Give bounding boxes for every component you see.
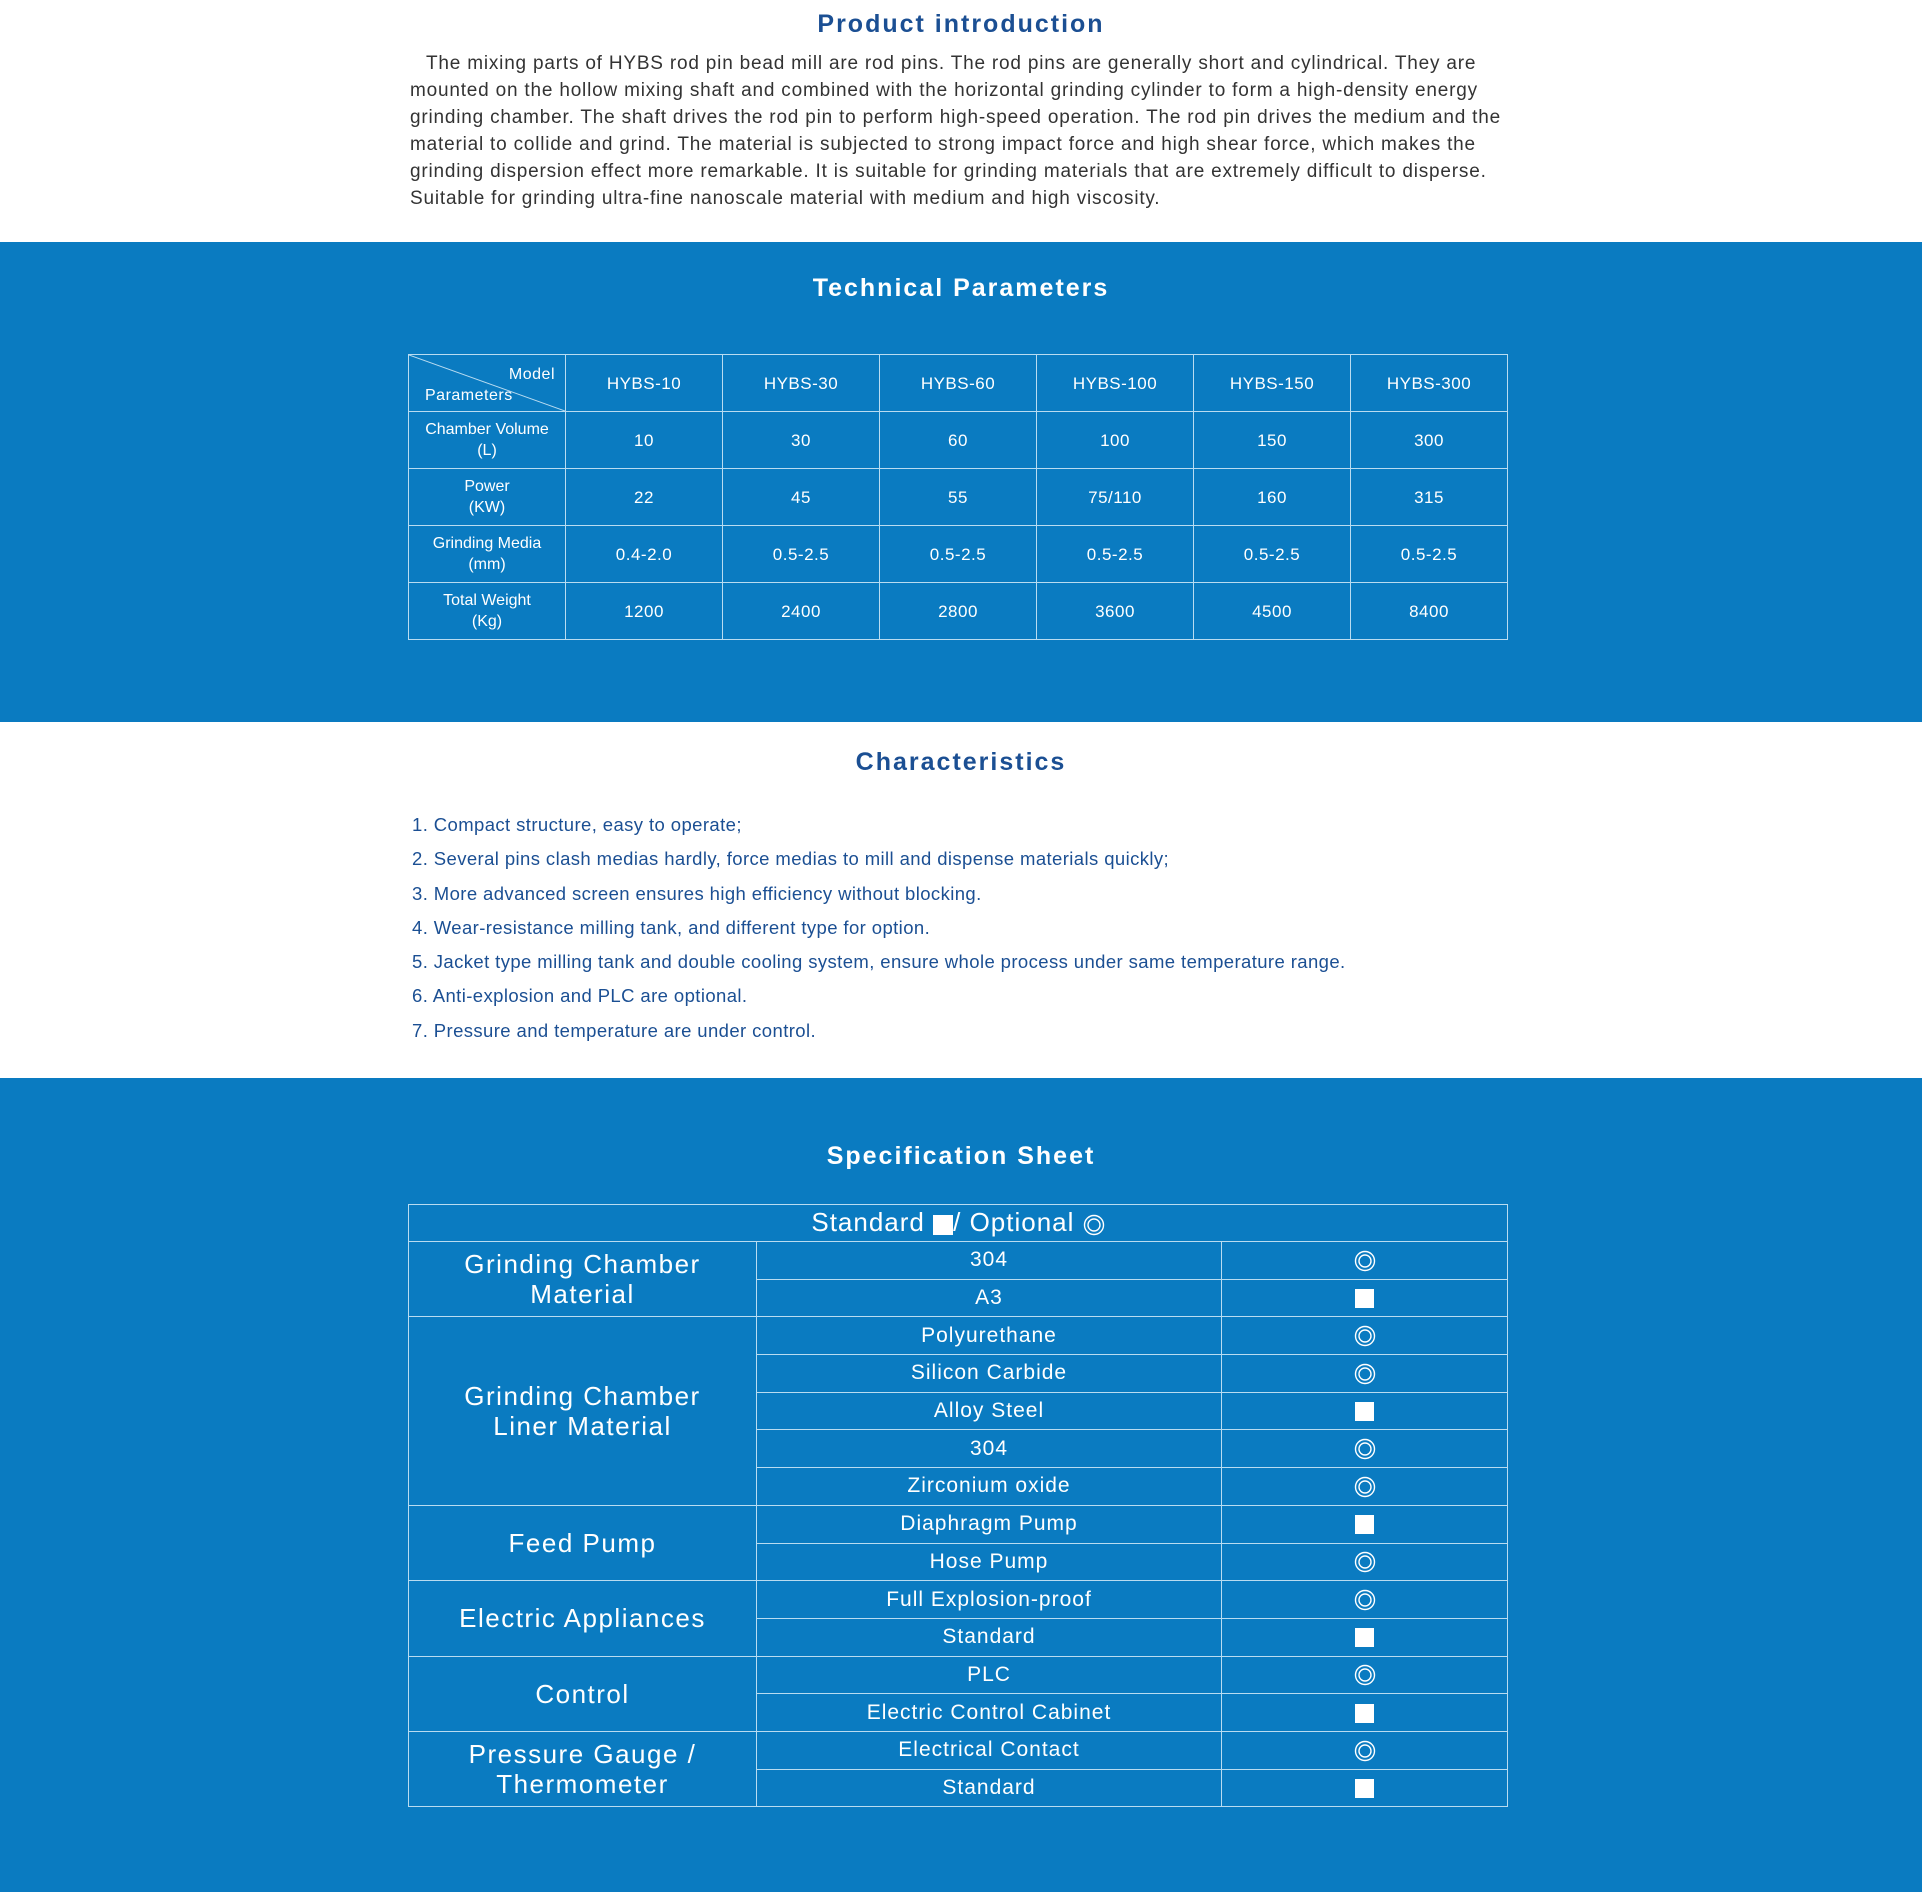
category-name: Pressure Gauge /	[468, 1739, 697, 1770]
category-name: Grinding Chamber	[464, 1381, 701, 1412]
product-introduction-section	[0, 0, 1922, 242]
model-header: HYBS-10	[566, 355, 723, 412]
option-marker-cell	[1222, 1317, 1508, 1355]
option-marker-cell	[1222, 1656, 1508, 1694]
corner-cell	[409, 355, 566, 412]
model-header: HYBS-60	[880, 355, 1037, 412]
table-cell: 75/110	[1037, 469, 1194, 526]
option-label: Silicon Carbide	[757, 1355, 1222, 1393]
table-cell: 10	[566, 412, 723, 469]
table-row	[409, 526, 1508, 583]
table-cell: 2400	[723, 583, 880, 640]
optional-circle-icon	[1354, 1664, 1376, 1686]
table-cell: 160	[1194, 469, 1351, 526]
characteristics-section	[0, 722, 1922, 1078]
category-name: Liner Material	[493, 1411, 672, 1442]
table-cell: 100	[1037, 412, 1194, 469]
option-marker-cell	[1222, 1392, 1508, 1430]
table-row	[409, 1581, 1508, 1619]
technical-parameters-title: Technical Parameters	[812, 274, 1110, 302]
table-cell: 0.5-2.5	[1194, 526, 1351, 583]
option-marker-cell	[1222, 1694, 1508, 1732]
list-item: 7. Pressure and temperature are under control.	[412, 1019, 817, 1041]
legend-optional-label: / Optional	[953, 1207, 1075, 1238]
table-cell: 2800	[880, 583, 1037, 640]
model-header: HYBS-100	[1037, 355, 1194, 412]
optional-circle-icon	[1354, 1551, 1376, 1573]
category-cell	[409, 1731, 757, 1806]
technical-parameters-section	[0, 242, 1922, 722]
table-cell: 22	[566, 469, 723, 526]
option-label: Standard	[757, 1769, 1222, 1807]
standard-square-icon	[933, 1215, 953, 1235]
characteristics-title: Characteristics	[855, 748, 1067, 776]
table-cell: 150	[1194, 412, 1351, 469]
optional-circle-icon	[1354, 1740, 1376, 1762]
option-marker-cell	[1222, 1731, 1508, 1769]
option-marker-cell	[1222, 1430, 1508, 1468]
legend-row	[409, 1205, 1508, 1242]
table-cell: 3600	[1037, 583, 1194, 640]
row-label: Total Weight (Kg)	[409, 583, 566, 640]
row-label: Power (KW)	[409, 469, 566, 526]
option-label: PLC	[757, 1656, 1222, 1694]
standard-square-icon	[1355, 1289, 1374, 1308]
list-item: 4. Wear-resistance milling tank, and different type for option.	[412, 916, 931, 938]
option-label: Hose Pump	[757, 1543, 1222, 1581]
specification-sheet-title: Specification Sheet	[826, 1142, 1096, 1170]
table-cell: 0.5-2.5	[723, 526, 880, 583]
corner-parameters-label: Parameters	[425, 387, 513, 404]
standard-square-icon	[1355, 1628, 1374, 1647]
product-introduction-text: The mixing parts of HYBS rod pin bead mill are rod pins. The rod pins are generally short and cylindrical. They are mounted on the hollow mixing shaft and combined with the horizontal grinding cylinder to form a high-density energy grinding chamber. The shaft drives the rod pin to perform high-speed operation. The rod pin drives the medium and the material to collide and grind. The material is subjected to strong impact force and high shear force, which makes the grinding dispersion effect more remarkable. It is suitable for grinding materials that are extremely difficult to disperse. Suitable for grinding ultra-fine nanoscale material with medium and high viscosity.	[410, 53, 1501, 209]
model-header: HYBS-300	[1351, 355, 1508, 412]
table-row	[409, 469, 1508, 526]
specification-sheet-section	[0, 1078, 1922, 1892]
table-row	[409, 1505, 1508, 1543]
category-cell	[409, 1656, 757, 1731]
corner-model-label: Model	[508, 366, 555, 383]
option-marker-cell	[1222, 1468, 1508, 1506]
legend-standard-label: Standard	[811, 1207, 925, 1238]
option-label: Alloy Steel	[757, 1392, 1222, 1430]
table-cell: 0.5-2.5	[1037, 526, 1194, 583]
category-cell	[409, 1242, 757, 1317]
option-label: 304	[757, 1430, 1222, 1468]
standard-square-icon	[1355, 1779, 1374, 1798]
table-cell: 0.5-2.5	[880, 526, 1037, 583]
category-name: Feed Pump	[508, 1528, 657, 1558]
standard-square-icon	[1355, 1515, 1374, 1534]
table-cell: 0.4-2.0	[566, 526, 723, 583]
optional-circle-icon	[1354, 1438, 1376, 1460]
optional-circle-icon	[1354, 1476, 1376, 1498]
table-cell: 315	[1351, 469, 1508, 526]
option-marker-cell	[1222, 1242, 1508, 1280]
model-header: HYBS-30	[723, 355, 880, 412]
category-name: Material	[530, 1279, 635, 1310]
table-row	[409, 1731, 1508, 1769]
optional-circle-icon	[1354, 1250, 1376, 1272]
table-cell: 8400	[1351, 583, 1508, 640]
category-name: Grinding Chamber	[464, 1249, 701, 1280]
product-introduction-title: Product introduction	[817, 10, 1105, 38]
specification-body	[409, 1242, 1508, 1807]
optional-circle-icon	[1354, 1325, 1376, 1347]
list-item: 3. More advanced screen ensures high efficiency without blocking.	[412, 882, 982, 904]
option-label: Electric Control Cabinet	[757, 1694, 1222, 1732]
option-marker-cell	[1222, 1505, 1508, 1543]
table-row	[409, 1317, 1508, 1355]
table-cell: 0.5-2.5	[1351, 526, 1508, 583]
table-row	[409, 583, 1508, 640]
option-label: Diaphragm Pump	[757, 1505, 1222, 1543]
list-item: 1. Compact structure, easy to operate;	[412, 814, 742, 835]
table-cell: 45	[723, 469, 880, 526]
option-label: A3	[757, 1279, 1222, 1317]
table-row	[409, 412, 1508, 469]
category-name: Electric Appliances	[459, 1603, 706, 1634]
option-marker-cell	[1222, 1355, 1508, 1393]
technical-parameters-table	[408, 354, 1508, 640]
option-marker-cell	[1222, 1581, 1508, 1619]
table-header-row	[409, 355, 1508, 412]
option-marker-cell	[1222, 1279, 1508, 1317]
category-cell	[409, 1581, 757, 1656]
category-cell	[409, 1317, 757, 1505]
category-cell	[409, 1505, 757, 1580]
option-marker-cell	[1222, 1618, 1508, 1656]
table-cell: 300	[1351, 412, 1508, 469]
row-label: Grinding Media (mm)	[409, 526, 566, 583]
optional-circle-icon	[1354, 1363, 1376, 1385]
standard-square-icon	[1355, 1402, 1374, 1421]
option-label: Full Explosion-proof	[757, 1581, 1222, 1619]
option-label: Electrical Contact	[757, 1731, 1222, 1769]
optional-circle-icon	[1083, 1214, 1105, 1236]
category-name: Thermometer	[496, 1769, 669, 1800]
table-row	[409, 1242, 1508, 1280]
characteristics-list	[412, 808, 1346, 1048]
category-name: Control	[535, 1678, 630, 1709]
option-label: Polyurethane	[757, 1317, 1222, 1355]
row-label: Chamber Volume (L)	[409, 412, 566, 469]
list-item: 6. Anti-explosion and PLC are optional.	[412, 985, 748, 1007]
option-label: 304	[757, 1242, 1222, 1280]
list-item: 2. Several pins clash medias hardly, force medias to mill and dispense materials quickly;	[412, 848, 1170, 870]
list-item: 5. Jacket type milling tank and double cooling system, ensure whole process under same temperature range.	[412, 951, 1346, 973]
option-marker-cell	[1222, 1769, 1508, 1807]
legend-cell	[409, 1205, 1508, 1242]
table-cell: 55	[880, 469, 1037, 526]
table-row	[409, 1656, 1508, 1694]
table-cell: 30	[723, 412, 880, 469]
standard-square-icon	[1355, 1704, 1374, 1723]
option-marker-cell	[1222, 1543, 1508, 1581]
option-label: Zirconium oxide	[757, 1468, 1222, 1506]
specification-table	[408, 1204, 1508, 1807]
optional-circle-icon	[1354, 1589, 1376, 1611]
model-header: HYBS-150	[1194, 355, 1351, 412]
table-cell: 60	[880, 412, 1037, 469]
table-cell: 1200	[566, 583, 723, 640]
option-label: Standard	[757, 1618, 1222, 1656]
table-cell: 4500	[1194, 583, 1351, 640]
